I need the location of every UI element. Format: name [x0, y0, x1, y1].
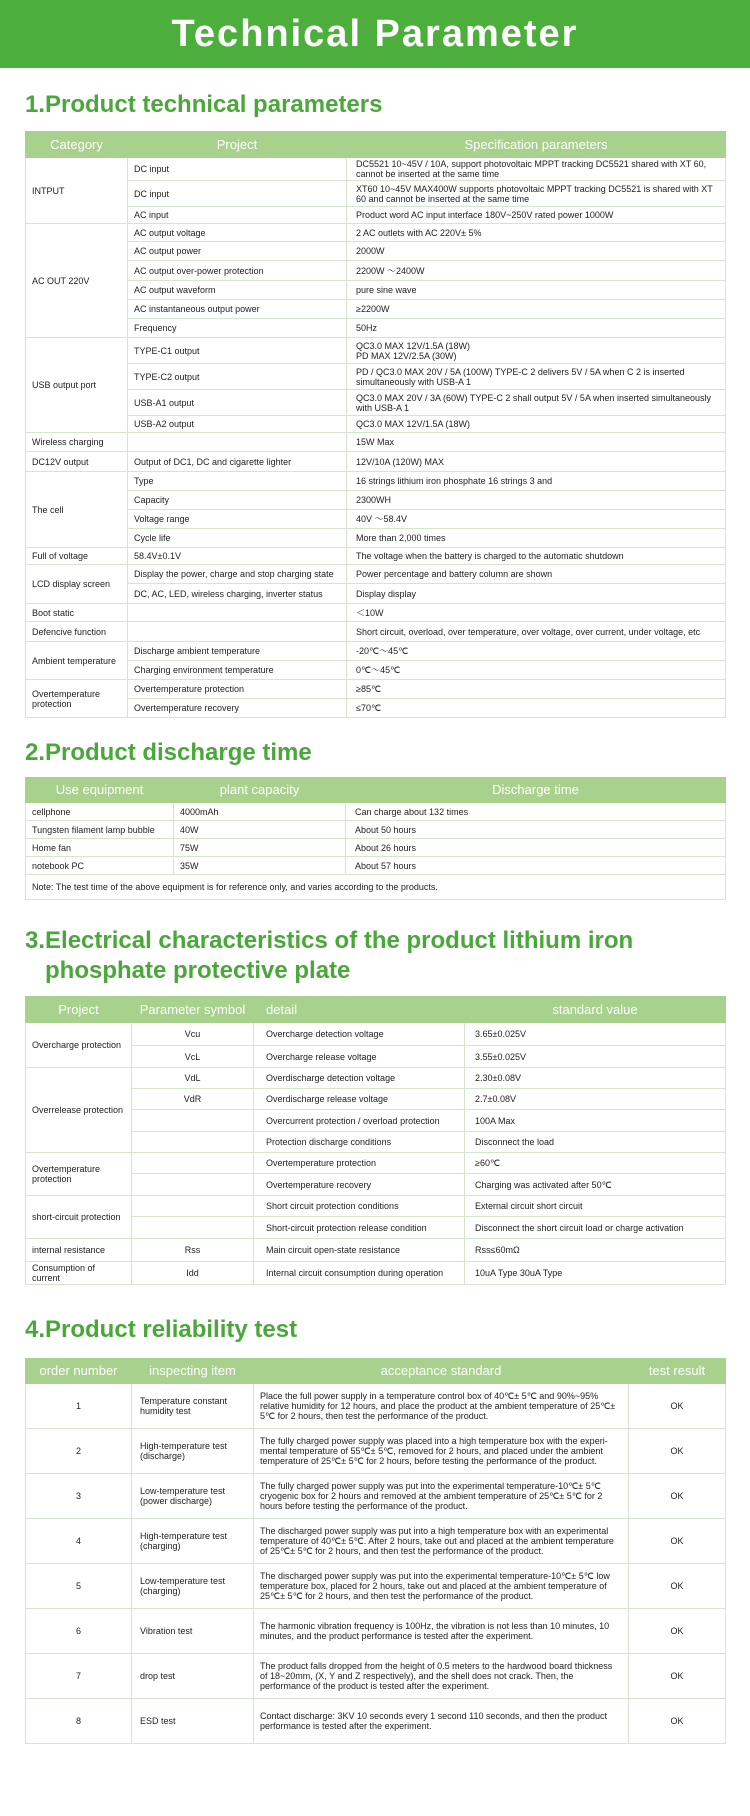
table-row: [26, 584, 726, 604]
project-cell: Output of DC1, DC and cigarette lighter: [128, 452, 347, 472]
table-row: [26, 839, 726, 857]
table-row: [26, 1564, 726, 1609]
project-cell: DC input: [128, 158, 347, 181]
standard-value-cell: 3.65±0.025V: [465, 1023, 726, 1046]
spec-cell: XT60 10~45V MAX400W supports photovoltaic MPPT tracking DC5521 is shared with XT 60 and cannot be inserted at the same time: [347, 181, 726, 207]
order-number-cell: 7: [26, 1654, 132, 1699]
spec-cell: QC3.0 MAX 12V/1.5A (18W): [347, 416, 726, 433]
category-cell: Defencive function: [26, 622, 128, 642]
table-row: [26, 622, 726, 642]
protective-plate-table: [25, 996, 726, 1285]
spec-cell: pure sine wave: [347, 281, 726, 300]
project-cell: Overtemperature protection: [128, 680, 347, 699]
header-inspecting-item: inspecting item: [132, 1359, 254, 1384]
category-cell: Wireless charging: [26, 433, 128, 452]
spec-cell: Power percentage and battery column are shown: [347, 565, 726, 584]
header-parameter-symbol: Parameter symbol: [132, 997, 254, 1023]
project-cell: Charging environment temperature: [128, 661, 347, 680]
discharge-time-table: [25, 777, 726, 900]
project-cell: 58.4V±0.1V: [128, 548, 347, 565]
table-row: [26, 604, 726, 622]
acceptance-standard-cell: The harmonic vibration frequency is 100Hz, the vibration is not less than 10 minutes, 10 minutes, and the product performance is tested after the experiment.: [254, 1609, 629, 1654]
spec-cell: Short circuit, overload, over temperature, over voltage, over current, under voltage, etc: [347, 622, 726, 642]
category-cell: Ambient temperature: [26, 642, 128, 680]
project-cell: AC instantaneous output power: [128, 300, 347, 319]
spec-cell: ＜10W: [347, 604, 726, 622]
project-cell: TYPE-C2 output: [128, 364, 347, 390]
spec-cell: 2300WH: [347, 491, 726, 510]
table-row: [26, 158, 726, 181]
acceptance-standard-cell: Place the full power supply in a temperature control box of 40℃± 5℃ and 90%~95% relative humidity for 12 hours, and place the product at the ambient temperature of 25℃± 5℃ for 2 hours, then test the performance of the product.: [254, 1384, 629, 1429]
table-row: [26, 548, 726, 565]
table-row: [26, 821, 726, 839]
project-cell: USB-A2 output: [128, 416, 347, 433]
spec-cell: 2200W ～2400W: [347, 261, 726, 281]
detail-cell: Overtemperature protection: [254, 1153, 465, 1174]
discharge-note: Note: The test time of the above equipment is for reference only, and varies according to the products.: [26, 875, 726, 900]
detail-cell: Overdischarge detection voltage: [254, 1068, 465, 1089]
discharge-time-cell: About 50 hours: [346, 821, 726, 839]
category-cell: USB output port: [26, 338, 128, 433]
capacity-cell: 4000mAh: [174, 803, 346, 821]
category-cell: AC OUT 220V: [26, 224, 128, 338]
table-row: [26, 565, 726, 584]
table-row: [26, 699, 726, 718]
header-project: Project: [26, 997, 132, 1023]
table-row: [26, 472, 726, 491]
discharge-time-cell: Can charge about 132 times: [346, 803, 726, 821]
detail-cell: Short-circuit protection release condition: [254, 1217, 465, 1239]
detail-cell: Overtemperature recovery: [254, 1174, 465, 1196]
inspecting-item-cell: Low-temperature test (charging): [132, 1564, 254, 1609]
standard-value-cell: 2.30±0.08V: [465, 1068, 726, 1089]
inspecting-item-cell: High-temperature test (discharge): [132, 1429, 254, 1474]
project-cell: AC output voltage: [128, 224, 347, 242]
table-row: [26, 803, 726, 821]
symbol-cell: [132, 1174, 254, 1196]
spec-cell: More than 2,000 times: [347, 529, 726, 548]
project-cell: internal resistance: [26, 1239, 132, 1262]
table-row: [26, 1153, 726, 1174]
spec-cell: Display display: [347, 584, 726, 604]
detail-cell: Internal circuit consumption during operation: [254, 1262, 465, 1285]
standard-value-cell: ≥60℃: [465, 1153, 726, 1174]
header-standard-value: standard value: [465, 997, 726, 1023]
project-cell: AC input: [128, 207, 347, 224]
spec-cell: 15W Max: [347, 433, 726, 452]
detail-cell: Overcharge release voltage: [254, 1046, 465, 1068]
detail-cell: Overcurrent protection / overload protection: [254, 1110, 465, 1132]
project-cell: [128, 622, 347, 642]
spec-cell: -20℃～45℃: [347, 642, 726, 661]
symbol-cell: [132, 1132, 254, 1153]
project-cell: Frequency: [128, 319, 347, 338]
project-cell: DC input: [128, 181, 347, 207]
table-row: [26, 364, 726, 390]
order-number-cell: 4: [26, 1519, 132, 1564]
acceptance-standard-cell: The fully charged power supply was put into the experimental temperature-10℃± 5℃ cryogenic box for 2 hours and removed at the ambient temperature of 25℃± 5℃ for 2 hours before testing the performance of the product.: [254, 1474, 629, 1519]
table-row: [26, 433, 726, 452]
table-row: [26, 1196, 726, 1217]
acceptance-standard-cell: The discharged power supply was put into a high temperature box with an experimental temperature of 40℃± 5℃. After 2 hours, take out and placed at the ambient temperature of 25℃± 5℃ for 2 hours, and then test the performance of the product.: [254, 1519, 629, 1564]
spec-cell: ≥2200W: [347, 300, 726, 319]
page-title: Technical Parameter: [171, 12, 579, 55]
table-row: [26, 416, 726, 433]
section3-title-line2: phosphate protective plate: [45, 957, 351, 984]
table-row: [26, 680, 726, 699]
table-row: [26, 181, 726, 207]
test-result-cell: OK: [629, 1699, 726, 1744]
discharge-time-cell: About 26 hours: [346, 839, 726, 857]
project-cell: Overtemperature protection: [26, 1153, 132, 1196]
section3-title-line1: 3.Electrical characteristics of the product lithium iron: [25, 927, 634, 954]
project-cell: Voltage range: [128, 510, 347, 529]
standard-value-cell: 3.55±0.025V: [465, 1046, 726, 1068]
test-result-cell: OK: [629, 1519, 726, 1564]
standard-value-cell: 10uA Type 30uA Type: [465, 1262, 726, 1285]
header-order-number: order number: [26, 1359, 132, 1384]
detail-cell: Overdischarge release voltage: [254, 1089, 465, 1110]
table-row: [26, 642, 726, 661]
test-result-cell: OK: [629, 1429, 726, 1474]
table-row: [26, 1699, 726, 1744]
spec-cell: 2000W: [347, 242, 726, 261]
detail-cell: Short circuit protection conditions: [254, 1196, 465, 1217]
note-row: [26, 875, 726, 900]
project-cell: Overrelease protection: [26, 1068, 132, 1153]
project-cell: AC output over-power protection: [128, 261, 347, 281]
table-row: [26, 1654, 726, 1699]
header-discharge-time: Discharge time: [346, 778, 726, 803]
project-cell: TYPE-C1 output: [128, 338, 347, 364]
header-project: Project: [128, 132, 347, 158]
category-cell: Boot static: [26, 604, 128, 622]
project-cell: USB-A1 output: [128, 390, 347, 416]
table-row: [26, 491, 726, 510]
inspecting-item-cell: High-temperature test (charging): [132, 1519, 254, 1564]
standard-value-cell: Disconnect the short circuit load or charge activation: [465, 1217, 726, 1239]
table-row: [26, 319, 726, 338]
spec-cell: QC3.0 MAX 12V/1.5A (18W) PD MAX 12V/2.5A (30W): [347, 338, 726, 364]
order-number-cell: 6: [26, 1609, 132, 1654]
table-row: [26, 661, 726, 680]
table-row: [26, 242, 726, 261]
table-row: [26, 224, 726, 242]
spec-cell: 12V/10A (120W) MAX: [347, 452, 726, 472]
table-row: [26, 300, 726, 319]
standard-value-cell: 100A Max: [465, 1110, 726, 1132]
spec-cell: QC3.0 MAX 20V / 3A (60W) TYPE-C 2 shall output 5V / 5A when inserted simultaneously with USB-A 1: [347, 390, 726, 416]
order-number-cell: 8: [26, 1699, 132, 1744]
table-row: [26, 261, 726, 281]
section2-title: 2.Product discharge time: [25, 739, 312, 766]
inspecting-item-cell: Low-temperature test (power discharge): [132, 1474, 254, 1519]
capacity-cell: 75W: [174, 839, 346, 857]
project-cell: Discharge ambient temperature: [128, 642, 347, 661]
test-result-cell: OK: [629, 1654, 726, 1699]
section1-title: 1.Product technical parameters: [25, 91, 383, 118]
symbol-cell: Idd: [132, 1262, 254, 1285]
section3-title: [0, 926, 750, 986]
detail-cell: Overcharge detection voltage: [254, 1023, 465, 1046]
spec-cell: Product word AC input interface 180V~250V rated power 1000W: [347, 207, 726, 224]
symbol-cell: VcL: [132, 1046, 254, 1068]
table-row: [26, 1384, 726, 1429]
standard-value-cell: 2.7±0.08V: [465, 1089, 726, 1110]
header-detail: detail: [254, 997, 465, 1023]
capacity-cell: 40W: [174, 821, 346, 839]
table-row: [26, 207, 726, 224]
spec-cell: 16 strings lithium iron phosphate 16 strings 3 and: [347, 472, 726, 491]
standard-value-cell: Disconnect the load: [465, 1132, 726, 1153]
table-row: [26, 1262, 726, 1285]
order-number-cell: 5: [26, 1564, 132, 1609]
equipment-cell: Tungsten filament lamp bubble: [26, 821, 174, 839]
header-acceptance-standard: acceptance standard: [254, 1359, 629, 1384]
order-number-cell: 2: [26, 1429, 132, 1474]
table-row: [26, 281, 726, 300]
table-row: [26, 1068, 726, 1089]
header-use-equipment: Use equipment: [26, 778, 174, 803]
project-cell: Cycle life: [128, 529, 347, 548]
project-cell: DC, AC, LED, wireless charging, inverter status: [128, 584, 347, 604]
table-row: [26, 529, 726, 548]
spec-cell: 40V ～58.4V: [347, 510, 726, 529]
standard-value-cell: Rss≤60mΩ: [465, 1239, 726, 1262]
acceptance-standard-cell: The product falls dropped from the height of 0.5 meters to the hardwood board thickness of 18~20mm, (X, Y and Z respectively), and the shell does not crack. Then, the performance of the product is tested after the experiment.: [254, 1654, 629, 1699]
spec-cell: 0℃～45℃: [347, 661, 726, 680]
spec-cell: The voltage when the battery is charged to the automatic shutdown: [347, 548, 726, 565]
detail-cell: Main circuit open-state resistance: [254, 1239, 465, 1262]
project-cell: Display the power, charge and stop charging state: [128, 565, 347, 584]
symbol-cell: [132, 1196, 254, 1217]
table-row: [26, 1474, 726, 1519]
symbol-cell: [132, 1110, 254, 1132]
project-cell: AC output power: [128, 242, 347, 261]
test-result-cell: OK: [629, 1474, 726, 1519]
inspecting-item-cell: drop test: [132, 1654, 254, 1699]
acceptance-standard-cell: The fully charged power supply was placed into a high temperature box with the experi-mental temperature of 55℃± 5℃, removed for 2 hours, and placed under the ambient temperature of 25℃± 5℃ for 2 hours, before testing the performance of the product.: [254, 1429, 629, 1474]
acceptance-standard-cell: The discharged power supply was put into the experimental temperature-10℃± 5℃ low temperature box, placed for 2 hours, take out and placed at the ambient temperature of 25℃± 5℃ for 2 hours, and then test the performance of the product.: [254, 1564, 629, 1609]
category-cell: LCD display screen: [26, 565, 128, 604]
equipment-cell: Home fan: [26, 839, 174, 857]
symbol-cell: VdL: [132, 1068, 254, 1089]
discharge-time-cell: About 57 hours: [346, 857, 726, 875]
standard-value-cell: Charging was activated after 50℃: [465, 1174, 726, 1196]
project-cell: [128, 433, 347, 452]
test-result-cell: OK: [629, 1609, 726, 1654]
section4-title: 4.Product reliability test: [25, 1316, 298, 1343]
spec-cell: 2 AC outlets with AC 220V± 5%: [347, 224, 726, 242]
equipment-cell: cellphone: [26, 803, 174, 821]
symbol-cell: [132, 1217, 254, 1239]
project-cell: [128, 604, 347, 622]
order-number-cell: 1: [26, 1384, 132, 1429]
project-cell: AC output waveform: [128, 281, 347, 300]
table-row: [26, 390, 726, 416]
spec-cell: 50Hz: [347, 319, 726, 338]
inspecting-item-cell: ESD test: [132, 1699, 254, 1744]
table-row: [26, 1239, 726, 1262]
spec-cell: DC5521 10~45V / 10A, support photovoltaic MPPT tracking DC5521 shared with XT 60, cannot be inserted at the same time: [347, 158, 726, 181]
header-plant-capacity: plant capacity: [174, 778, 346, 803]
table-row: [26, 1609, 726, 1654]
project-cell: Overtemperature recovery: [128, 699, 347, 718]
table-row: [26, 510, 726, 529]
order-number-cell: 3: [26, 1474, 132, 1519]
acceptance-standard-cell: Contact discharge: 3KV 10 seconds every 1 second 110 seconds, and then the product performance is tested after the experiment.: [254, 1699, 629, 1744]
category-cell: Full of voltage: [26, 548, 128, 565]
table-row: [26, 1429, 726, 1474]
test-result-cell: OK: [629, 1384, 726, 1429]
table-row: [26, 1023, 726, 1046]
header-test-result: test result: [629, 1359, 726, 1384]
equipment-cell: notebook PC: [26, 857, 174, 875]
test-result-cell: OK: [629, 1564, 726, 1609]
symbol-cell: VdR: [132, 1089, 254, 1110]
table-row: [26, 452, 726, 472]
reliability-test-table: [25, 1358, 726, 1744]
technical-parameters-table: [25, 131, 726, 718]
table-row: [26, 338, 726, 364]
detail-cell: Protection discharge conditions: [254, 1132, 465, 1153]
header-spec: Specification parameters: [347, 132, 726, 158]
inspecting-item-cell: Temperature constant humidity test: [132, 1384, 254, 1429]
category-cell: DC12V output: [26, 452, 128, 472]
standard-value-cell: External circuit short circuit: [465, 1196, 726, 1217]
project-cell: Overcharge protection: [26, 1023, 132, 1068]
category-cell: INTPUT: [26, 158, 128, 224]
spec-cell: ≥85℃: [347, 680, 726, 699]
inspecting-item-cell: Vibration test: [132, 1609, 254, 1654]
symbol-cell: Rss: [132, 1239, 254, 1262]
category-cell: Overtemperature protection: [26, 680, 128, 718]
header-category: Category: [26, 132, 128, 158]
spec-cell: PD / QC3.0 MAX 20V / 5A (100W) TYPE-C 2 delivers 5V / 5A when C 2 is inserted simultaneously with USB-A 1: [347, 364, 726, 390]
project-cell: Consumption of current: [26, 1262, 132, 1285]
title-banner: [0, 0, 750, 68]
symbol-cell: Vcu: [132, 1023, 254, 1046]
project-cell: Type: [128, 472, 347, 491]
category-cell: The cell: [26, 472, 128, 548]
capacity-cell: 35W: [174, 857, 346, 875]
table-row: [26, 857, 726, 875]
project-cell: Capacity: [128, 491, 347, 510]
spec-cell: ≤70℃: [347, 699, 726, 718]
project-cell: short-circuit protection: [26, 1196, 132, 1239]
table-row: [26, 1519, 726, 1564]
symbol-cell: [132, 1153, 254, 1174]
